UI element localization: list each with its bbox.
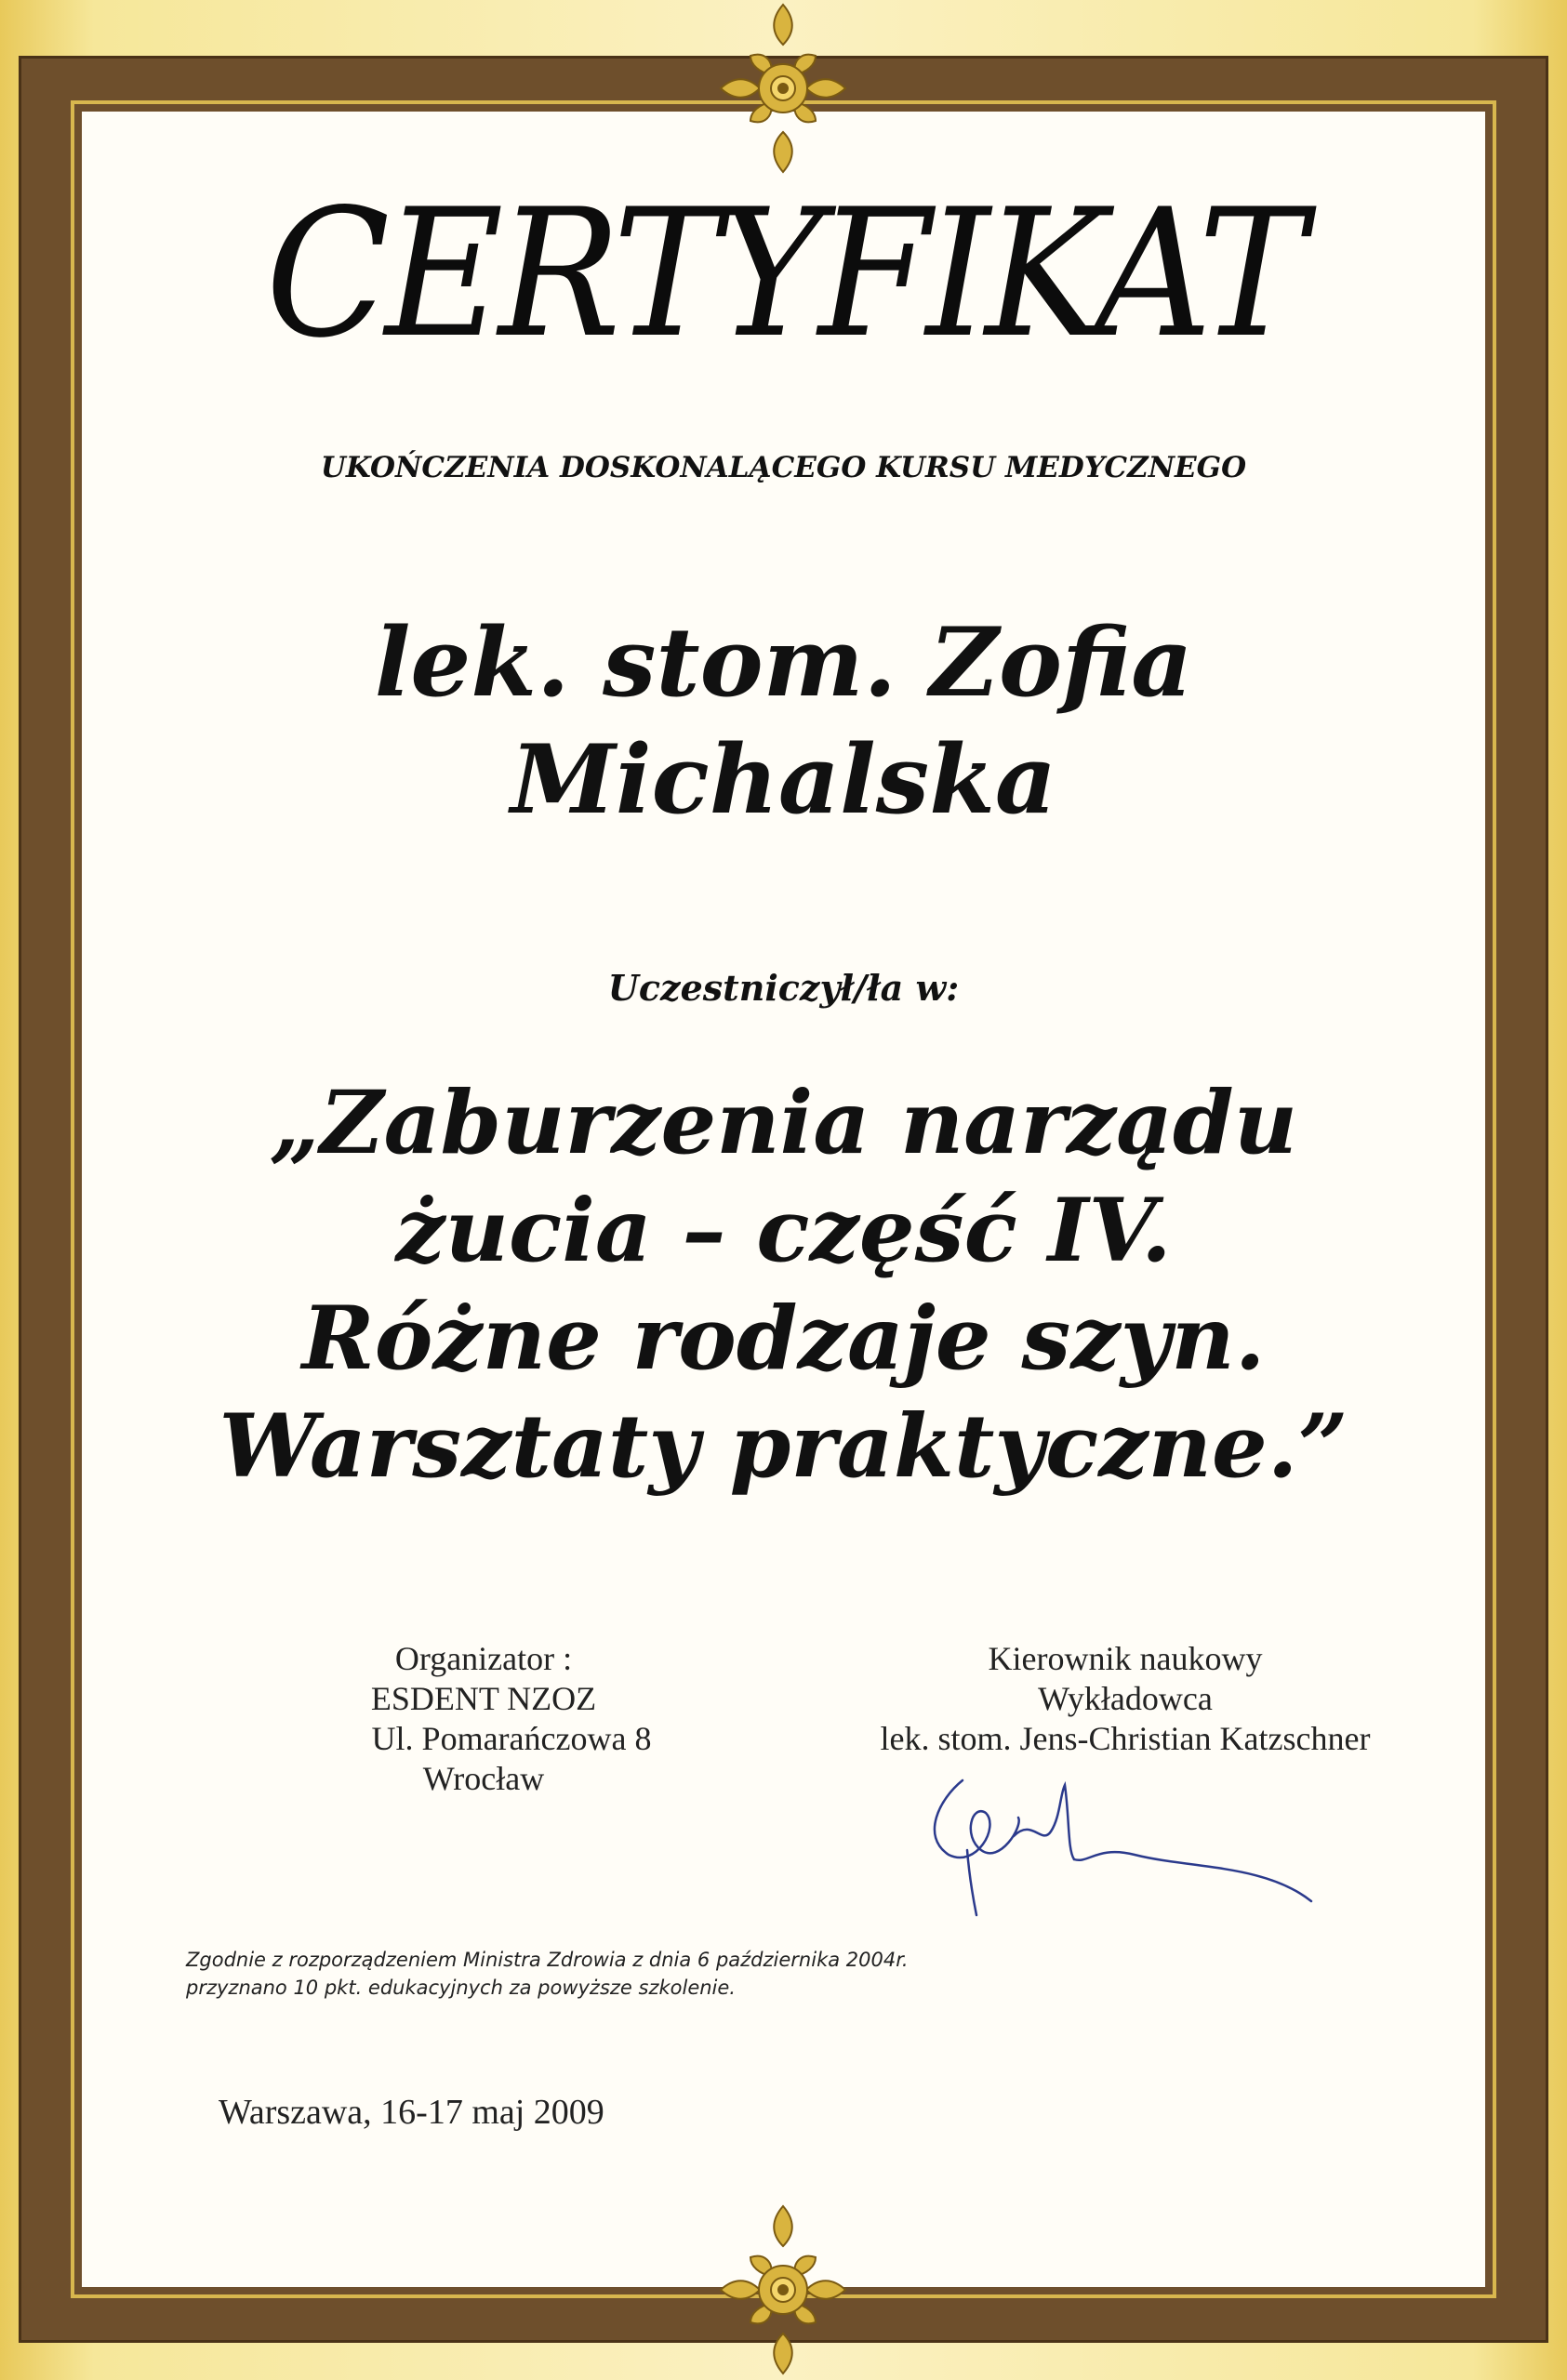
lecturer-role-1: Kierownik naukowy xyxy=(988,1640,1263,1677)
note-line-2: przyznano 10 pkt. edukacyjnych za powyższe szkolenie. xyxy=(186,1977,736,1999)
gold-ornament-top-icon xyxy=(713,0,853,177)
recipient-name-line-2: Michalska xyxy=(511,724,1056,836)
organizer-city: Wrocław xyxy=(422,1760,545,1797)
organizer-label: Organizator : xyxy=(394,1640,573,1677)
organizer-block xyxy=(279,1639,688,1799)
lecturer-block xyxy=(800,1639,1451,1759)
certificate-title: CERTYFIKAT xyxy=(265,171,1302,377)
place-and-date: Warszawa, 16-17 maj 2009 xyxy=(219,2093,604,2132)
lecturer-name: lek. stom. Jens-Christian Katzschner xyxy=(880,1720,1371,1757)
participated-label: Uczestniczył/ła w: xyxy=(607,967,960,1009)
note-line-1: Zgodnie z rozporządzeniem Ministra Zdrowia z dnia 6 października 2004r. xyxy=(186,1949,909,1971)
lecturer-role-2: Wykładowca xyxy=(1038,1680,1213,1717)
course-title-line-1: „Zaburzenia narządu xyxy=(269,1072,1298,1174)
course-title-line-3: Różne rodzaje szyn. xyxy=(301,1288,1266,1390)
recipient-name xyxy=(0,604,1567,839)
course-title-line-2: żucia – część IV. xyxy=(395,1180,1172,1282)
education-points-note xyxy=(186,1946,1116,2002)
gold-ornament-bottom-icon xyxy=(713,2202,853,2378)
certificate-subtitle: UKOŃCZENIA DOSKONALĄCEGO KURSU MEDYCZNEGO xyxy=(320,451,1247,484)
organizer-name: ESDENT NZOZ xyxy=(370,1680,597,1717)
recipient-name-line-1: lek. stom. Zofia xyxy=(374,607,1193,719)
organizer-street: Ul. Pomarańczowa 8 xyxy=(371,1720,652,1757)
course-title-line-4: Warsztaty praktyczne.” xyxy=(219,1395,1348,1498)
lecturer-signature xyxy=(911,1762,1321,1920)
course-title xyxy=(0,1069,1567,1501)
